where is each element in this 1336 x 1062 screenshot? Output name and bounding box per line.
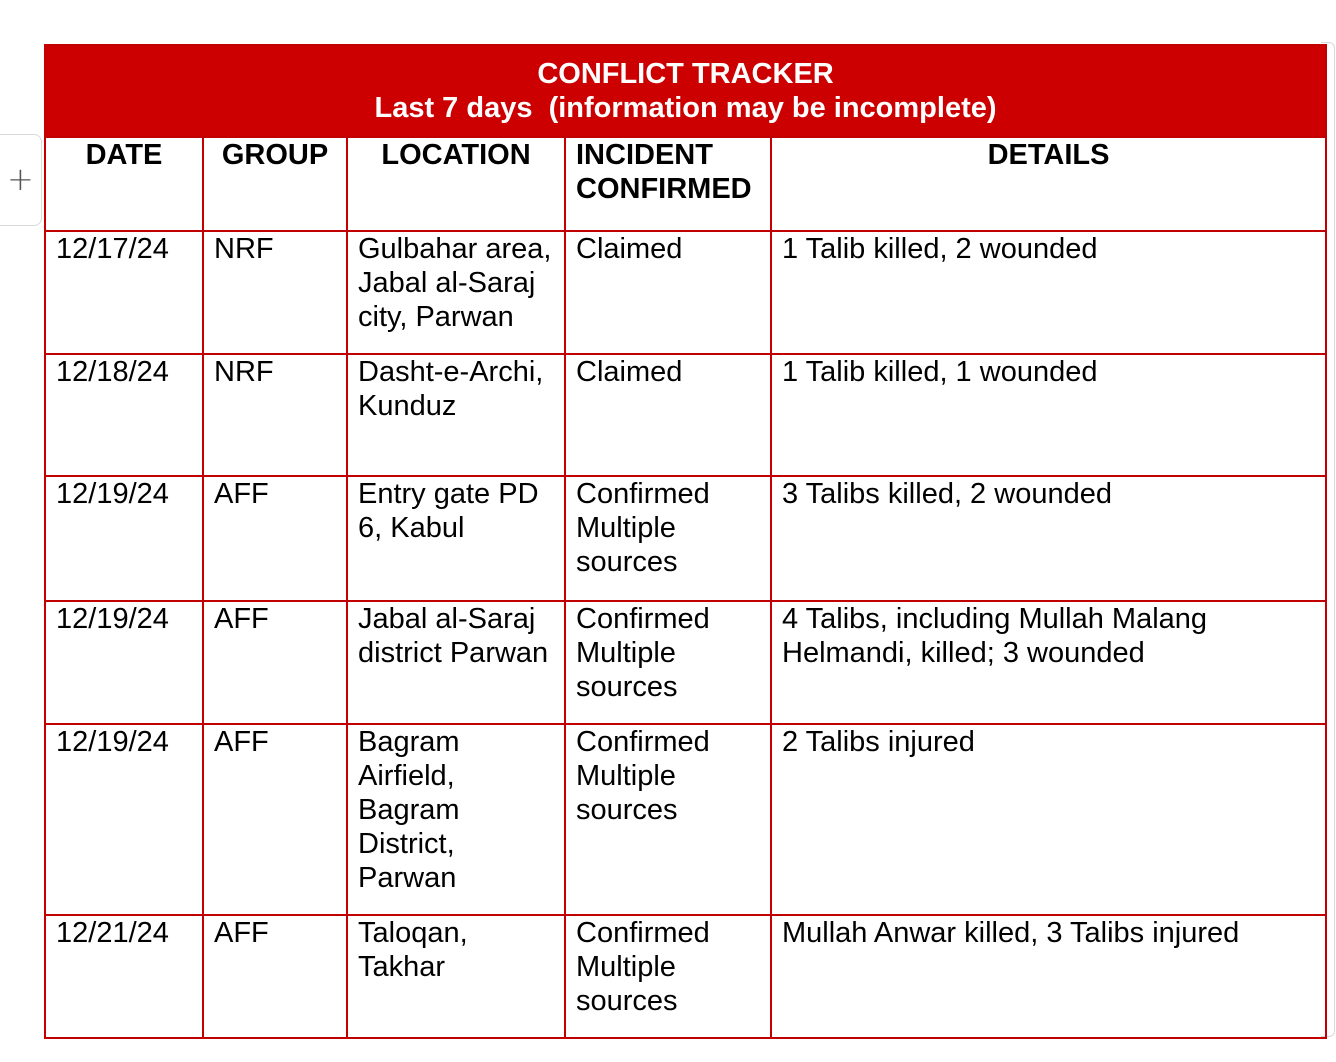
- cell-date: 12/19/24: [45, 476, 203, 601]
- column-header-location: LOCATION: [347, 137, 565, 231]
- cell-line: 3 Talibs killed, 2 wounded: [782, 478, 1112, 510]
- table-title: CONFLICT TRACKER: [537, 58, 834, 90]
- cell-line: District,: [358, 828, 455, 860]
- cell-line: Gulbahar area,: [358, 233, 552, 265]
- table-subtitle: Last 7 days (information may be incomplete): [374, 92, 997, 124]
- cell-line: 1 Talib killed, 1 wounded: [782, 356, 1098, 388]
- column-header-incident-line2: CONFIRMED: [576, 173, 752, 205]
- cell-details: [771, 601, 1326, 724]
- cell-group: AFF: [203, 724, 347, 915]
- cell-line: Taloqan,: [358, 917, 468, 949]
- column-header-details: DETAILS: [771, 137, 1326, 231]
- column-header-date: DATE: [45, 137, 203, 231]
- cell-group: NRF: [203, 354, 347, 476]
- cell-date: 12/19/24: [45, 601, 203, 724]
- cell-incident: [565, 915, 771, 1038]
- table-row: [45, 354, 1326, 476]
- cell-line: sources: [576, 985, 678, 1017]
- cell-location: [347, 724, 565, 915]
- table-title-banner: [45, 45, 1326, 137]
- cell-line: Confirmed: [576, 603, 710, 635]
- cell-line: 6, Kabul: [358, 512, 465, 544]
- cell-incident: [565, 354, 771, 476]
- cell-details: [771, 915, 1326, 1038]
- table-row: [45, 601, 1326, 724]
- cell-line: Multiple: [576, 512, 676, 544]
- table-row: [45, 915, 1326, 1038]
- cell-line: sources: [576, 671, 678, 703]
- cell-line: district Parwan: [358, 637, 549, 669]
- cell-line: Entry gate PD: [358, 478, 539, 510]
- cell-line: Multiple: [576, 951, 676, 983]
- cell-details: [771, 231, 1326, 354]
- cell-line: city, Parwan: [358, 301, 514, 333]
- cell-group: AFF: [203, 601, 347, 724]
- cell-line: Jabal al-Saraj: [358, 603, 536, 635]
- cell-line: Helmandi, killed; 3 wounded: [782, 637, 1145, 669]
- cell-date: 12/17/24: [45, 231, 203, 354]
- cell-line: Confirmed: [576, 726, 710, 758]
- cell-line: Claimed: [576, 356, 683, 388]
- cell-location: [347, 231, 565, 354]
- add-row-handle[interactable]: [0, 134, 42, 226]
- cell-line: Confirmed: [576, 478, 710, 510]
- cell-line: Dasht-e-Archi,: [358, 356, 544, 388]
- cell-line: Parwan: [358, 862, 457, 894]
- cell-incident: [565, 601, 771, 724]
- cell-incident: [565, 724, 771, 915]
- cell-incident: [565, 476, 771, 601]
- cell-location: [347, 601, 565, 724]
- cell-line: Kunduz: [358, 390, 457, 422]
- cell-line: Takhar: [358, 951, 446, 983]
- cell-details: [771, 354, 1326, 476]
- cell-details: [771, 724, 1326, 915]
- plus-icon[interactable]: +: [7, 160, 34, 198]
- table-row: [45, 724, 1326, 915]
- cell-group: AFF: [203, 476, 347, 601]
- cell-details: [771, 476, 1326, 601]
- column-header-group: GROUP: [203, 137, 347, 231]
- cell-line: Multiple: [576, 760, 676, 792]
- cell-line: Jabal al-Saraj: [358, 267, 536, 299]
- cell-line: Mullah Anwar killed, 3 Talibs injured: [782, 917, 1240, 949]
- column-header-incident-line1: INCIDENT: [576, 139, 713, 171]
- cell-line: sources: [576, 546, 678, 578]
- table-row: [45, 476, 1326, 601]
- cell-date: 12/19/24: [45, 724, 203, 915]
- cell-line: sources: [576, 794, 678, 826]
- table-row: [45, 231, 1326, 354]
- cell-line: Confirmed: [576, 917, 710, 949]
- cell-group: NRF: [203, 231, 347, 354]
- cell-location: [347, 354, 565, 476]
- cell-line: Claimed: [576, 233, 683, 265]
- cell-line: Bagram: [358, 794, 460, 826]
- cell-line: 1 Talib killed, 2 wounded: [782, 233, 1098, 265]
- cell-line: 2 Talibs injured: [782, 726, 975, 758]
- cell-line: 4 Talibs, including Mullah Malang: [782, 603, 1208, 635]
- cell-date: 12/18/24: [45, 354, 203, 476]
- cell-location: [347, 915, 565, 1038]
- column-header-incident-confirmed: [565, 137, 771, 231]
- cell-line: Multiple: [576, 637, 676, 669]
- cell-date: 12/21/24: [45, 915, 203, 1038]
- conflict-tracker-table: [44, 44, 1327, 1039]
- cell-location: [347, 476, 565, 601]
- cell-incident: [565, 231, 771, 354]
- cell-line: Airfield,: [358, 760, 455, 792]
- cell-group: AFF: [203, 915, 347, 1038]
- cell-line: Bagram: [358, 726, 460, 758]
